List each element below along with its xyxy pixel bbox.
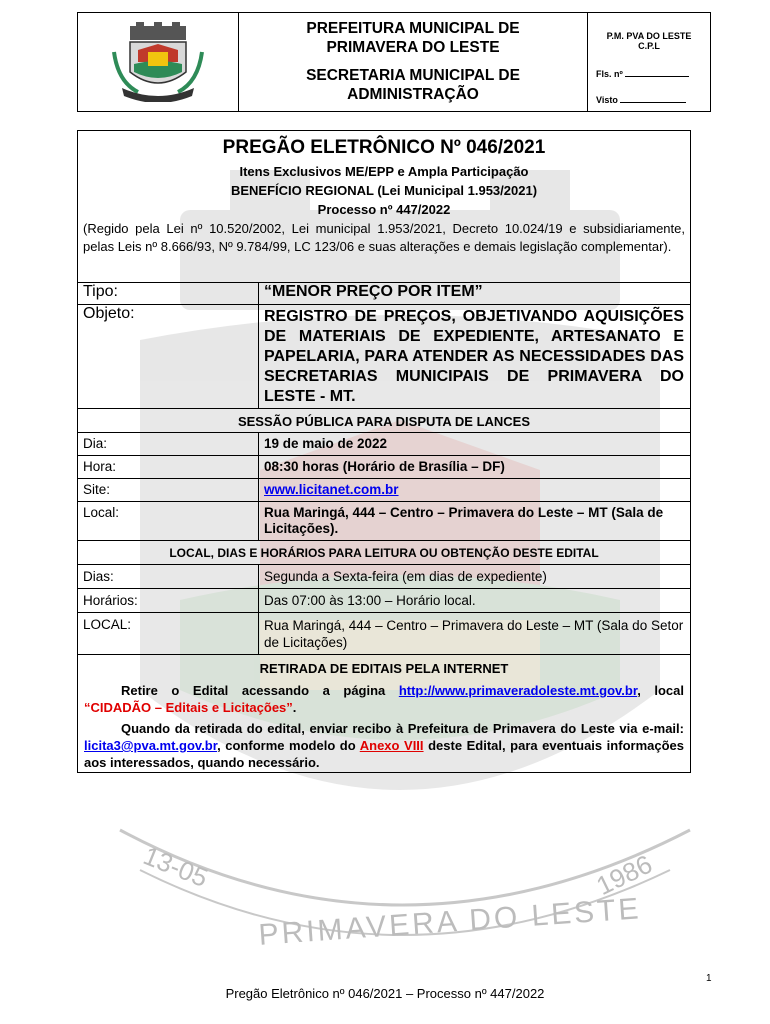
leitura-local-row <box>78 613 690 655</box>
retirada-section <box>78 658 690 771</box>
retirada-p1-text: Retire o Edital acessando a página <box>121 683 399 698</box>
sessao-heading: SESSÃO PÚBLICA PARA DISPUTA DE LANCES <box>78 409 690 433</box>
local-row <box>78 502 690 541</box>
visto-blank <box>620 95 686 103</box>
subtitle-regional-benefit: BENEFÍCIO REGIONAL (Lei Municipal 1.953/2021) <box>230 183 538 198</box>
leitura-local-value: Rua Maringá, 444 – Centro – Primavera do Leste – MT (Sala do Setor de Licitações) <box>264 618 684 650</box>
hora-value: 08:30 horas (Horário de Brasília – DF) <box>264 459 505 474</box>
dias-label: Dias: <box>78 565 259 588</box>
email-link[interactable]: licita3@pva.mt.gov.br <box>84 738 218 753</box>
header-line-4: ADMINISTRAÇÃO <box>347 86 479 103</box>
header-right-line-2: C.P.L <box>638 41 660 51</box>
hora-label: Hora: <box>78 456 259 478</box>
leitura-heading: LOCAL, DIAS E HORÁRIOS PARA LEITURA OU OBTENÇÃO DESTE EDITAL <box>78 541 690 565</box>
horarios-value: Das 07:00 às 13:00 – Horário local. <box>264 593 476 608</box>
anexo-viii-link[interactable]: Anexo VIII <box>359 738 424 753</box>
tipo-value: “MENOR PREÇO POR ITEM” <box>264 283 483 300</box>
visto-label: Visto <box>596 95 618 105</box>
page-number: 1 <box>706 973 712 984</box>
hora-row <box>78 456 690 479</box>
legal-basis-text: (Regido pela Lei nº 10.520/2002, Lei municipal 1.953/2021, Decreto 10.024/19 e subsidiariamente, pelas Leis nº 8.666/93, Nº 9.784/99, LC 123/06 e suas alterações e demais legislação complementar). <box>83 221 685 254</box>
horarios-label: Horários: <box>78 589 259 612</box>
watermark-date-left: 13-05 <box>139 840 213 893</box>
subtitle-exclusive-items: Itens Exclusivos ME/EPP e Ampla Participação <box>239 164 529 179</box>
retirada-p1-end: . <box>292 700 297 715</box>
retirada-p2-text-2: , conforme modelo do <box>217 738 360 753</box>
coat-of-arms-icon <box>108 22 208 102</box>
retirada-p2-end: deste Edital, para eventuais informações aos interessados, quando necessário. <box>84 738 684 770</box>
dias-value: Segunda a Sexta-feira (em dias de expediente) <box>264 569 547 584</box>
subtitle-process-number: Processo nº 447/2022 <box>317 202 451 217</box>
header-line-2: PRIMAVERA DO LESTE <box>326 39 500 56</box>
local-value: Rua Maringá, 444 – Centro – Primavera do Leste – MT (Sala de Licitações). <box>264 505 664 536</box>
dia-label: Dia: <box>78 433 259 455</box>
objeto-label: Objeto: <box>78 305 259 408</box>
edital-summary-box <box>77 130 691 773</box>
fls-blank <box>625 69 689 77</box>
dias-row <box>78 565 690 589</box>
watermark-city: PRIMAVERA DO LESTE <box>257 892 643 952</box>
tipo-row <box>78 283 690 305</box>
page-footer: Pregão Eletrônico nº 046/2021 – Processo nº 447/2022 <box>225 986 545 1001</box>
tipo-label: Tipo: <box>78 283 259 304</box>
dia-value: 19 de maio de 2022 <box>264 436 388 451</box>
title-block <box>78 131 690 283</box>
header-line-1: PREFEITURA MUNICIPAL DE <box>306 20 520 37</box>
retirada-p1-text-2: , local <box>637 683 684 698</box>
leitura-local-label: LOCAL: <box>78 613 259 654</box>
document-title: PREGÃO ELETRÔNICO Nº 046/2021 <box>222 137 546 158</box>
horarios-row <box>78 589 690 613</box>
cidadao-section-label: “CIDADÃO – Editais e Licitações” <box>84 700 293 715</box>
header-right-line-1: P.M. PVA DO LESTE <box>606 31 692 41</box>
retirada-heading: RETIRADA DE EDITAIS PELA INTERNET <box>259 661 509 676</box>
local-label: Local: <box>78 502 259 540</box>
header-line-3: SECRETARIA MUNICIPAL DE <box>306 67 520 84</box>
site-row <box>78 479 690 502</box>
dia-row <box>78 433 690 456</box>
document-header <box>77 12 711 112</box>
prefeitura-website-link[interactable]: http://www.primaveradoleste.mt.gov.br <box>398 683 638 698</box>
retirada-paragraph-1 <box>78 682 690 716</box>
watermark-date-right: 1986 <box>591 848 657 902</box>
objeto-row <box>78 305 690 409</box>
site-label: Site: <box>78 479 259 501</box>
municipal-coat-of-arms <box>78 13 239 111</box>
retirada-paragraph-2 <box>78 720 690 771</box>
retirada-p2-text: Quando da retirada do edital, enviar recibo à Prefeitura de Primavera do Leste via e-mail: <box>121 721 684 736</box>
fls-label: Fls. nº <box>596 69 623 79</box>
objeto-value: REGISTRO DE PREÇOS, OBJETIVANDO AQUISIÇÕES DE MATERIAIS DE EXPEDIENTE, ARTESANATO E PAPELARIA, PARA ATENDER AS NECESSIDADES DAS SECRETARIAS MUNICIPAIS DE PRIMAVERA DO LESTE - MT. <box>264 308 684 405</box>
site-link[interactable]: www.licitanet.com.br <box>264 482 399 497</box>
